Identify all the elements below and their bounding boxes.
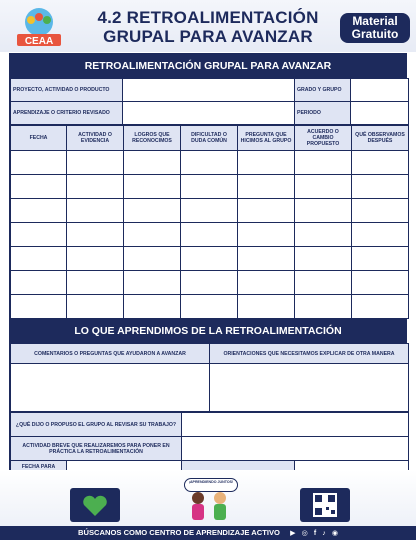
- ceaa-logo: [14, 6, 64, 48]
- log-cell[interactable]: [238, 175, 295, 199]
- criterion-label: APRENDIZAJE O CRITERIO REVISADO: [11, 102, 123, 125]
- proposal-label: ¿QUÉ DIJO O PROPUSO EL GRUPO AL REVISAR SU TRABAJO?: [11, 413, 182, 437]
- social-icons: [286, 526, 338, 540]
- log-cell[interactable]: [295, 295, 352, 319]
- kids-illustration: [180, 490, 240, 526]
- log-cell[interactable]: [352, 175, 409, 199]
- facebook-icon[interactable]: f: [313, 530, 317, 537]
- speech-bubble: ¡APRENDIENDO JUNTOS!: [184, 478, 238, 492]
- column-header-agreement: ACUERDO O CAMBIO PROPUESTO: [295, 126, 352, 151]
- log-cell[interactable]: [238, 199, 295, 223]
- log-cell[interactable]: [181, 175, 238, 199]
- feedback-sheet: [9, 53, 407, 486]
- log-cell[interactable]: [11, 247, 67, 271]
- log-cell[interactable]: [67, 199, 124, 223]
- proposal-field[interactable]: [182, 413, 409, 437]
- log-cell[interactable]: [11, 199, 67, 223]
- orientations-label: ORIENTACIONES QUE NECESITAMOS EXPLICAR DE OTRA MANERA: [210, 344, 409, 364]
- log-cell[interactable]: [352, 223, 409, 247]
- log-header-row: [11, 126, 409, 151]
- column-header-date: FECHA: [11, 126, 67, 151]
- log-row: [11, 199, 409, 223]
- log-cell[interactable]: [295, 247, 352, 271]
- log-cell[interactable]: [124, 199, 181, 223]
- column-header-observed: QUÉ OBSERVAMOS DESPUÉS: [352, 126, 409, 151]
- tiktok-icon[interactable]: ♪: [322, 530, 326, 537]
- podcast-icon[interactable]: ◉: [331, 530, 339, 537]
- log-row: [11, 175, 409, 199]
- log-cell[interactable]: [67, 271, 124, 295]
- title-line-1: 4.2 RETROALIMENTACIÓN: [97, 8, 319, 27]
- activity-field[interactable]: [182, 437, 409, 461]
- log-cell[interactable]: [295, 151, 352, 175]
- log-cell[interactable]: [352, 271, 409, 295]
- log-cell[interactable]: [352, 295, 409, 319]
- log-cell[interactable]: [124, 271, 181, 295]
- period-field[interactable]: [351, 102, 409, 125]
- date-label: FECHA PARA: [11, 461, 67, 485]
- footer-bar: [0, 526, 416, 540]
- footer-tagline: BÚSCANOS COMO CENTRO DE APRENDIZAJE ACTIVO: [78, 528, 280, 537]
- log-row: [11, 223, 409, 247]
- title-line-2: GRUPAL PARA AVANZAR: [103, 27, 313, 46]
- log-cell[interactable]: [295, 271, 352, 295]
- log-cell[interactable]: [11, 223, 67, 247]
- log-row: [11, 247, 409, 271]
- criterion-field[interactable]: [123, 102, 295, 125]
- logo-text: CEAA: [24, 36, 54, 47]
- qr-code-right[interactable]: [300, 488, 350, 522]
- info-table: [10, 78, 409, 125]
- log-cell[interactable]: [181, 295, 238, 319]
- section-title-learned: LO QUE APRENDIMOS DE LA RETROALIMENTACIÓN: [10, 319, 406, 343]
- log-row: [11, 295, 409, 319]
- qr-icon: [300, 488, 350, 522]
- log-cell[interactable]: [295, 199, 352, 223]
- log-cell[interactable]: [295, 223, 352, 247]
- activity-label: ACTIVIDAD BREVE QUE REALIZAREMOS PARA PONER EN PRÁCTICA LA RETROALIMENTACIÓN: [11, 437, 182, 461]
- log-cell[interactable]: [11, 271, 67, 295]
- log-cell[interactable]: [11, 295, 67, 319]
- qr-code-left[interactable]: [70, 488, 120, 522]
- log-cell[interactable]: [11, 175, 67, 199]
- column-header-difficulty: DIFICULTAD O DUDA COMÚN: [181, 126, 238, 151]
- log-cell[interactable]: [67, 247, 124, 271]
- log-cell[interactable]: [67, 151, 124, 175]
- column-header-activity: ACTIVIDAD O EVIDENCIA: [67, 126, 124, 151]
- period-label: PERIODO: [295, 102, 351, 125]
- log-row: [11, 151, 409, 175]
- log-cell[interactable]: [124, 151, 181, 175]
- comments-label: COMENTARIOS O PREGUNTAS QUE AYUDARON A AVANZAR: [11, 344, 210, 364]
- heart-icon: [70, 488, 120, 522]
- grade-field[interactable]: [351, 79, 409, 102]
- log-cell[interactable]: [11, 151, 67, 175]
- project-label: PROYECTO, ACTIVIDAD O PRODUCTO: [11, 79, 123, 102]
- log-cell[interactable]: [67, 295, 124, 319]
- log-table: [10, 125, 409, 319]
- log-cell[interactable]: [181, 271, 238, 295]
- orientations-field[interactable]: [210, 364, 409, 412]
- log-cell[interactable]: [181, 223, 238, 247]
- instagram-icon[interactable]: ◎: [301, 530, 308, 537]
- log-cell[interactable]: [124, 295, 181, 319]
- log-row: [11, 271, 409, 295]
- log-cell[interactable]: [238, 247, 295, 271]
- column-header-achievements: LOGROS QUE RECONOCIMOS: [124, 126, 181, 151]
- badge-line-1: Material: [352, 14, 398, 28]
- log-cell[interactable]: [67, 175, 124, 199]
- learned-table: [10, 343, 409, 412]
- log-cell[interactable]: [181, 247, 238, 271]
- section-title-feedback: RETROALIMENTACIÓN GRUPAL PARA AVANZAR: [10, 54, 406, 78]
- log-cell[interactable]: [352, 247, 409, 271]
- log-cell[interactable]: [238, 223, 295, 247]
- project-field[interactable]: [123, 79, 295, 102]
- column-header-question: PREGUNTA QUE HICIMOS AL GRUPO: [238, 126, 295, 151]
- log-cell[interactable]: [352, 151, 409, 175]
- log-cell[interactable]: [124, 223, 181, 247]
- log-cell[interactable]: [295, 175, 352, 199]
- youtube-icon[interactable]: ▶: [290, 530, 296, 537]
- log-cell[interactable]: [181, 199, 238, 223]
- log-cell[interactable]: [124, 175, 181, 199]
- log-cell[interactable]: [352, 199, 409, 223]
- log-cell[interactable]: [67, 223, 124, 247]
- free-material-badge: [340, 13, 410, 43]
- comments-field[interactable]: [11, 364, 210, 412]
- log-cell[interactable]: [238, 271, 295, 295]
- grade-label: GRADO Y GRUPO: [295, 79, 351, 102]
- log-cell[interactable]: [238, 295, 295, 319]
- log-cell[interactable]: [181, 151, 238, 175]
- page-title: [82, 8, 334, 46]
- log-cell[interactable]: [238, 151, 295, 175]
- badge-line-2: Gratuito: [351, 27, 399, 41]
- log-cell[interactable]: [124, 247, 181, 271]
